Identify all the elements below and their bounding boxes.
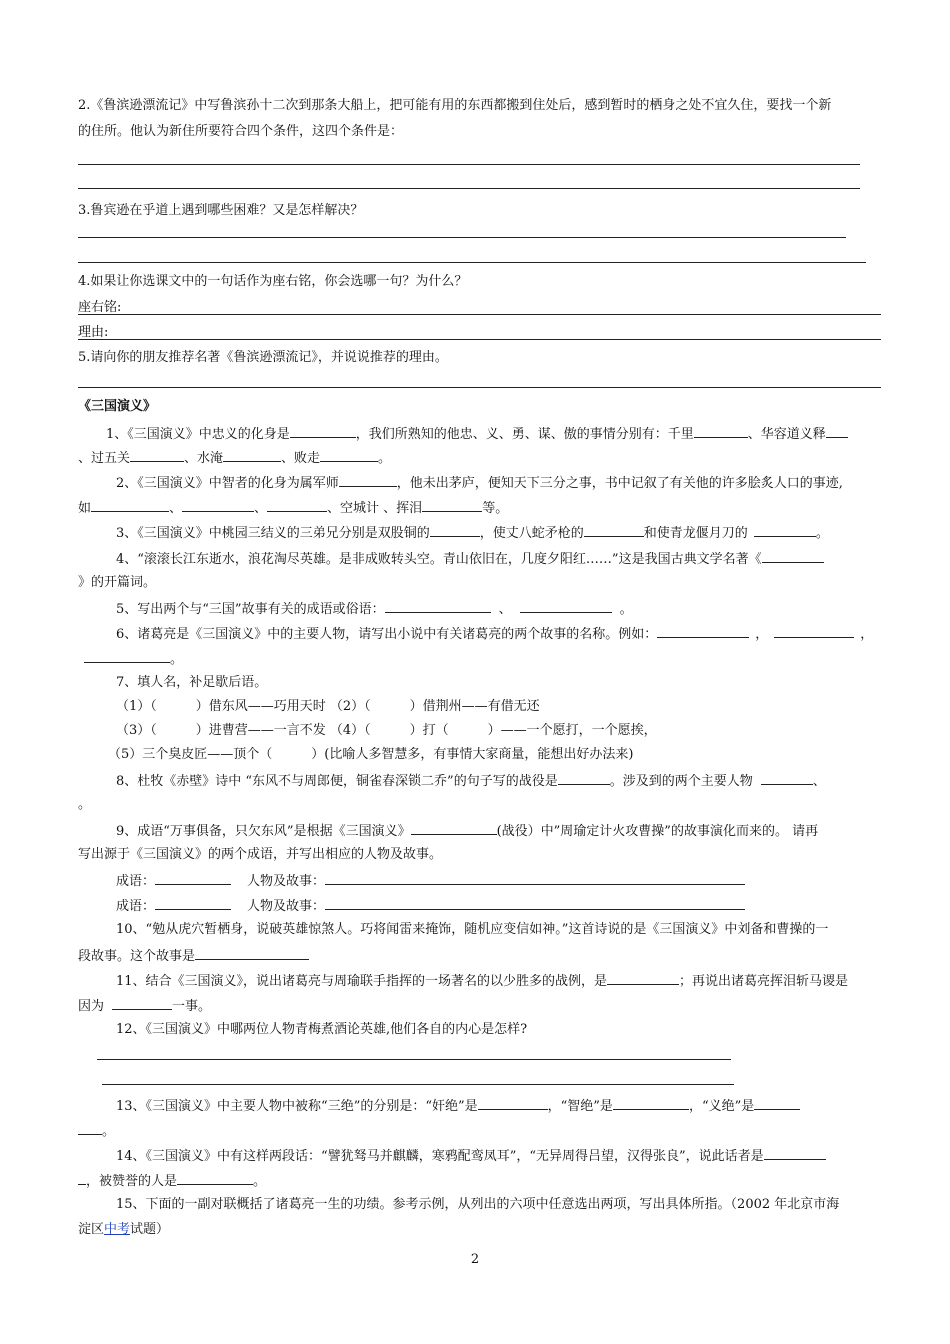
sanguo-q4-line-2: 》的开篇词。 [78, 575, 157, 590]
blank [422, 498, 482, 512]
sanguo-q11-line-2: 因为 一事。 [78, 996, 211, 1016]
sanguo-q7-title: 7、填人名，补足歇后语。 [116, 675, 268, 690]
sanguo-q13-line-1: 13、《三国演义》中主要人物中被称“三绝”的分别是：“奸绝”是 ，“智绝”是 ，“义绝”是 [116, 1096, 800, 1116]
sanguo-q7-row-1: （1）（ ）借东风——巧用天时 （2）（ ）借荆州——有借无还 [116, 699, 540, 714]
blank [325, 871, 745, 885]
blank [754, 1096, 800, 1110]
question-2-line-2: 的住所。他认为新住所要符合四个条件，这四个条件是： [78, 124, 404, 139]
blank [764, 1146, 826, 1160]
answer-line [78, 188, 860, 189]
question-5: 5.请向你的朋友推荐名著《鲁滨逊漂流记》，并说说推荐的理由。 [78, 350, 448, 365]
question-4: 4.如果让你选课文中的一句话作为座右铭，你会选哪一句？为什么？ [78, 274, 468, 289]
blank [78, 1171, 86, 1185]
sanguo-q11-line-1: 11、结合《三国演义》，说出诸葛亮与周瑜联手指挥的一场著名的以少胜多的战例，是 ；再说出诸葛亮挥泪斩马谡是 [116, 971, 848, 991]
motto-label: 座右铭: [78, 300, 122, 315]
blank [826, 424, 848, 438]
blank [155, 871, 231, 885]
sanguo-q14-line-2: ，被赞誉的人是 。 [78, 1171, 266, 1191]
sanguo-q10-line-1: 10、“勉从虎穴暂栖身，说破英雄惊煞人。巧将闻雷来掩饰，随机应变信如神。”这首诗说的是《三国演义》中刘备和曹操的一 [116, 922, 829, 937]
answer-line [97, 1059, 731, 1060]
blank [195, 946, 309, 960]
blank [78, 1121, 102, 1135]
blank [320, 448, 378, 462]
sanguo-q14-line-1: 14、《三国演义》中有这样两段话：“譬犹驽马并麒麟，寒鸦配鸾凤耳”，“无异周得吕望，汉得张良”，说此话者是 [116, 1146, 826, 1166]
answer-line [102, 1084, 734, 1085]
blank [657, 624, 749, 638]
blank [613, 1096, 689, 1110]
sanguo-q9-line-2: 写出源于《三国演义》的两个成语，并写出相应的人物及故事。 [78, 847, 443, 862]
blank [84, 649, 170, 663]
blank [177, 1171, 253, 1185]
blank [339, 473, 397, 487]
blank [130, 448, 184, 462]
blank [385, 599, 491, 613]
blank [182, 498, 254, 512]
answer-line [78, 262, 866, 263]
sanguo-q7-row-3: （5）三个臭皮匠——顶个（ ）(比喻人多智慧多，有事情大家商量，能想出好办法来) [108, 747, 634, 762]
sanguo-q8-line-1: 8、杜牧《赤壁》诗中 “东风不与周郎便，铜雀春深锁二乔”的句子写的战役是 。涉及到的两个主要人物 、 [116, 771, 826, 791]
blank [558, 771, 610, 785]
blank [223, 448, 281, 462]
question-3: 3.鲁宾逊在乎道上遇到哪些困难？又是怎样解决？ [78, 203, 364, 218]
sanguo-q6-line-1: 6、诸葛亮是《三国演义》中的主要人物，请写出小说中有关诸葛亮的两个故事的名称。例如： ， ， [116, 624, 873, 644]
blank [267, 498, 327, 512]
blank [761, 771, 813, 785]
question-2-line-1: 2.《鲁滨逊漂流记》中写鲁滨孙十二次到那条大船上，把可能有用的东西都搬到住处后，感到暂时的栖身之处不宜久住，要找一个新 [78, 98, 832, 113]
sanguo-q15-line-1: 15、下面的一副对联概括了诸葛亮一生的功绩。参考示例，从列出的六项中任意选出两项，写出具体所指。（2002 年北京市海 [116, 1197, 840, 1212]
blank [520, 599, 612, 613]
blank [91, 498, 169, 512]
blank [155, 896, 231, 910]
sanguo-q9-idiom-row: 成语： 人物及故事： [116, 896, 745, 916]
blank [430, 523, 480, 537]
blank [774, 624, 854, 638]
section-title: 《三国演义》 [78, 399, 157, 414]
blank [607, 971, 679, 985]
answer-line [78, 164, 860, 165]
zhongkao-link[interactable]: 中考 [104, 1222, 131, 1237]
reason-answer-line [78, 339, 881, 340]
blank [411, 821, 497, 835]
answer-line [78, 237, 846, 238]
sanguo-q1-line-1: 1、《三国演义》中忠义的化身是 ，我们所熟知的他忠、义、勇、谋、傲的事情分别有：千里 、华容道义释 [106, 424, 848, 444]
blank [478, 1096, 548, 1110]
sanguo-q4-line-1: 4、“滚滚长江东逝水，浪花淘尽英雄。是非成败转头空。青山依旧在，几度夕阳红……”这是我国古典文学名著《 [116, 549, 824, 569]
blank [762, 549, 824, 563]
answer-line [78, 387, 881, 388]
sanguo-q2-line-1: 2、《三国演义》中智者的化身为属军师 ，他未出茅庐，便知天下三分之事，书中记叙了有关他的许多脍炙人口的事迹, [116, 473, 843, 493]
sanguo-q13-line-2: 。 [78, 1121, 115, 1141]
sanguo-q9-idiom-row: 成语： 人物及故事： [116, 871, 745, 891]
reason-label: 理由: [78, 325, 109, 340]
sanguo-q1-line-2: 、过五关 、水淹 、败走 。 [78, 448, 391, 468]
sanguo-q2-line-2: 如 、 、 、空城计 、挥泪 等。 [78, 498, 508, 518]
blank [694, 424, 748, 438]
sanguo-q7-row-2: （3）（ ）进曹营——一言不发 （4）（ ）打（ ）——一个愿打，一个愿挨， [116, 723, 657, 738]
sanguo-q15-line-2: 淀区中考试题） [78, 1222, 170, 1237]
blank [290, 424, 356, 438]
sanguo-q5: 5、写出两个与“三国”故事有关的成语或俗语： 、 。 [116, 599, 633, 619]
blank [584, 523, 644, 537]
sanguo-q12: 12、《三国演义》中哪两位人物青梅煮酒论英雄,他们各自的内心是怎样? [116, 1022, 528, 1037]
sanguo-q8-line-2: 。 [78, 797, 92, 812]
blank [112, 996, 172, 1010]
sanguo-q10-line-2: 段故事。这个故事是 [78, 946, 309, 966]
page-number: 2 [470, 1252, 480, 1267]
blank [754, 523, 816, 537]
sanguo-q3: 3、《三国演义》中桃园三结义的三弟兄分别是双股铜的 ，使丈八蛇矛枪的 和使青龙偃月刀的 。 [116, 523, 829, 543]
blank [325, 896, 745, 910]
sanguo-q6-line-2: 。 [84, 649, 183, 669]
motto-answer-line [78, 314, 881, 315]
sanguo-q9-line-1: 9、成语“万事俱备，只欠东风”是根据《三国演义》 (战役）中”周瑜定计火攻曹操”的故事演化而来的。 请再 [116, 821, 818, 841]
